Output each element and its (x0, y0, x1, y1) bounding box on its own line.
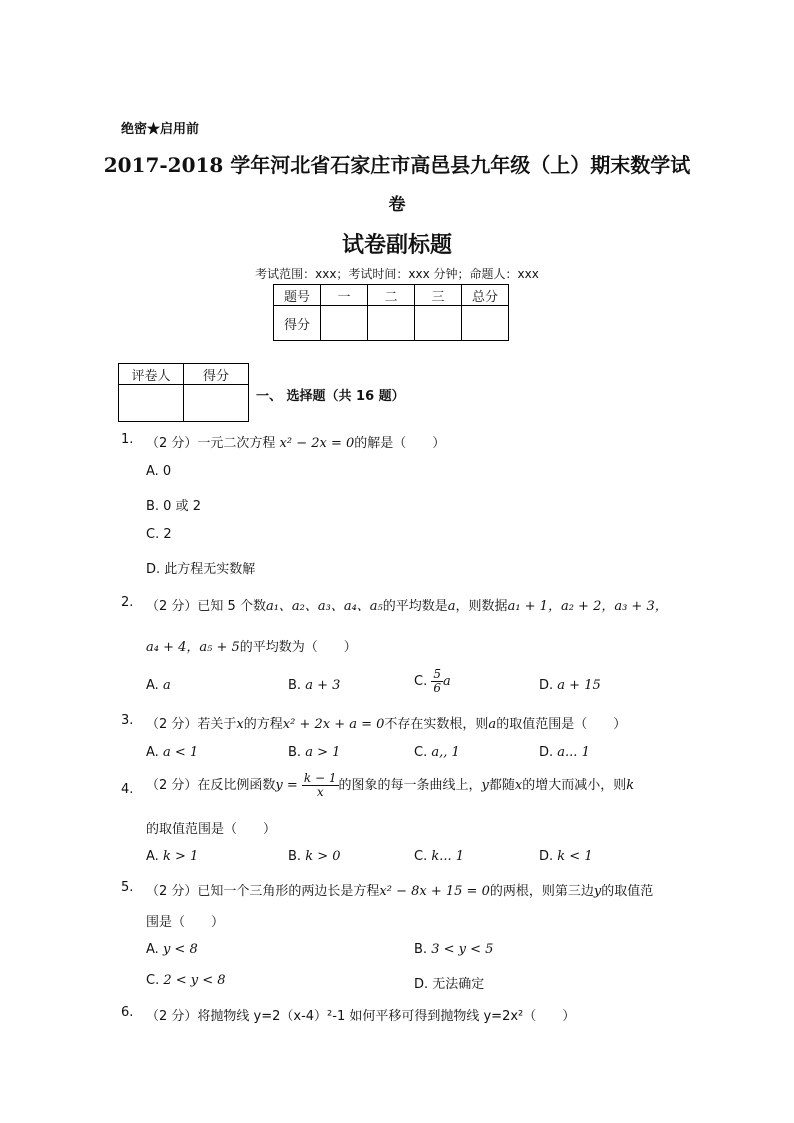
option-label: B. (288, 849, 302, 864)
variable: x (236, 717, 244, 732)
option-value: a (162, 678, 171, 693)
option-b[interactable] (288, 745, 340, 760)
score-header-cell: 三 (415, 285, 462, 306)
question-text-mid: 不存在实数根，则 (384, 717, 489, 732)
option-label: A. (146, 942, 159, 957)
variables-list: a₁、a₂、a₃、a₄、a₅ (265, 599, 383, 614)
option-value: a (443, 674, 451, 689)
score-cell[interactable] (462, 306, 509, 341)
question-number: 5. (121, 880, 134, 895)
option-label: B. (288, 678, 302, 693)
option-b[interactable]: B. 0 或 2 (146, 499, 201, 514)
option-value: a < 1 (162, 745, 199, 760)
score-cell[interactable] (321, 306, 368, 341)
question-text (146, 772, 634, 799)
fraction (302, 772, 339, 799)
option-value: a + 3 (305, 678, 341, 693)
variable: a (447, 599, 456, 614)
question-number: 6. (121, 1005, 134, 1020)
option-d[interactable] (539, 849, 593, 864)
question-text-prefix: （2 分）一元二次方程 (146, 436, 276, 451)
reviewer-score-cell[interactable] (184, 385, 249, 422)
question-text-suffix: 的取值范 (601, 884, 654, 899)
option-c[interactable]: C. 2 (146, 527, 172, 542)
option-value: a,, 1 (431, 745, 460, 760)
score-header-cell: 题号 (274, 285, 321, 306)
question-text-suffix: 的解是（ ） (354, 436, 446, 451)
option-d[interactable] (539, 745, 590, 760)
equation: x² + 2x + a = 0 (282, 717, 385, 732)
variable: y (593, 884, 602, 899)
secret-label: 绝密★启用前 (121, 122, 200, 137)
question-number: 4. (121, 782, 134, 797)
option-value: a + 15 (557, 678, 601, 693)
variable: a (488, 717, 497, 732)
option-value: k < 1 (557, 849, 593, 864)
option-label: C. (414, 674, 428, 689)
question-text-mid: 的方程 (243, 717, 283, 732)
question-text-line2 (146, 636, 357, 655)
option-a[interactable] (146, 942, 198, 957)
option-b[interactable] (288, 849, 341, 864)
question-text-mid: ，则数据 (455, 599, 508, 614)
option-a[interactable] (146, 849, 198, 864)
option-label: C. (414, 849, 428, 864)
question-text (146, 432, 445, 451)
question-text: （2 分）将抛物线 y=2（x-4）²-1 如何平移可得到抛物线 y=2x²（ ） (146, 1009, 576, 1024)
question-text (146, 713, 626, 732)
question-text-suffix: 的取值范围是（ ） (496, 717, 627, 732)
question-text-mid: 的图象的每一条曲线上， (338, 778, 482, 793)
option-label: A. (146, 849, 159, 864)
reviewer-header-cell: 得分 (184, 364, 249, 385)
option-value: 3 < y < 5 (431, 942, 494, 957)
option-label: B. (288, 745, 302, 760)
score-header-cell: 二 (368, 285, 415, 306)
option-c[interactable] (414, 668, 451, 695)
option-value: k > 1 (162, 849, 199, 864)
option-value: 2 < y < 8 (163, 973, 226, 988)
question-text (146, 595, 668, 614)
option-value: a... 1 (557, 745, 590, 760)
question-text (146, 880, 653, 899)
option-label: D. (539, 849, 554, 864)
option-label: B. (414, 942, 428, 957)
question-text-mid: 都随 (488, 778, 515, 793)
fraction-numerator: k − 1 (303, 771, 337, 785)
question-text-mid: 的两根，则第三边 (489, 884, 594, 899)
function-lhs: y = (275, 778, 298, 793)
reviewer-header-cell: 评卷人 (119, 364, 184, 385)
option-a[interactable]: A. 0 (146, 464, 172, 479)
exam-subtitle: 试卷副标题 (341, 233, 452, 258)
variable: y (481, 778, 489, 793)
question-text-line2: 的取值范围是（ ） (146, 822, 277, 837)
option-b[interactable] (414, 942, 493, 957)
score-cell[interactable] (415, 306, 462, 341)
option-value: k... 1 (431, 849, 465, 864)
question-text-suffix: 的平均数为（ ） (239, 640, 357, 655)
score-table (273, 284, 509, 341)
fraction-denominator: x (316, 785, 324, 799)
data-list: a₄ + 4，a₅ + 5 (146, 640, 240, 655)
option-label: D. 无法确定 (414, 977, 485, 992)
question-text-prefix: （2 分）若关于 (146, 717, 237, 732)
question-text-prefix: （2 分）已知 5 个数 (146, 599, 266, 614)
question-text-line2: 围是（ ） (146, 915, 225, 930)
question-number: 3. (121, 713, 134, 728)
fraction (431, 668, 443, 695)
question-text-mid: 的平均数是 (382, 599, 448, 614)
question-text-prefix: （2 分）在反比例函数 (146, 778, 276, 793)
option-label: D. (539, 745, 554, 760)
fraction-denominator: 6 (433, 681, 441, 695)
score-row-label: 得分 (274, 306, 321, 341)
option-a[interactable] (146, 678, 171, 693)
option-c[interactable] (414, 745, 460, 760)
exam-title-line1: 2017-2018 学年河北省石家庄市高邑县九年级（上）期末数学试 (103, 153, 691, 177)
question-number: 2. (121, 595, 134, 610)
option-label: A. (146, 678, 159, 693)
option-d[interactable] (539, 678, 601, 693)
section-title: 一、 选择题（共 16 题） (256, 389, 405, 404)
exam-info: 考试范围：xxx；考试时间：xxx 分钟；命题人：xxx (255, 267, 539, 281)
exam-title-line2: 卷 (388, 195, 406, 215)
fraction-numerator: 5 (433, 667, 441, 681)
option-label: C. (146, 973, 160, 988)
question-text-prefix: （2 分）已知一个三角形的两边长是方程 (146, 884, 380, 899)
reviewer-table (118, 363, 249, 422)
option-d[interactable] (414, 973, 484, 992)
score-header-cell: 总分 (462, 285, 509, 306)
option-value: y < 8 (162, 942, 198, 957)
option-label: C. (414, 745, 428, 760)
question-text-mid: 的增大而减小，则 (522, 778, 627, 793)
equation: x² − 2x = 0 (279, 436, 355, 451)
option-label: D. (539, 678, 554, 693)
variable: k (626, 778, 635, 793)
option-b[interactable] (288, 678, 340, 693)
reviewer-cell[interactable] (119, 385, 184, 422)
option-value: k > 0 (305, 849, 341, 864)
score-header-cell: 一 (321, 285, 368, 306)
question-number: 1. (121, 432, 134, 447)
data-list: a₁ + 1，a₂ + 2，a₃ + 3， (507, 599, 668, 614)
option-c[interactable] (414, 849, 464, 864)
option-a[interactable] (146, 745, 198, 760)
equation: x² − 8x + 15 = 0 (379, 884, 490, 899)
option-c[interactable] (146, 973, 226, 988)
option-label: A. (146, 745, 159, 760)
option-d[interactable]: D. 此方程无实数解 (146, 562, 256, 577)
option-value: a > 1 (305, 745, 341, 760)
score-cell[interactable] (368, 306, 415, 341)
variable: x (514, 778, 523, 793)
